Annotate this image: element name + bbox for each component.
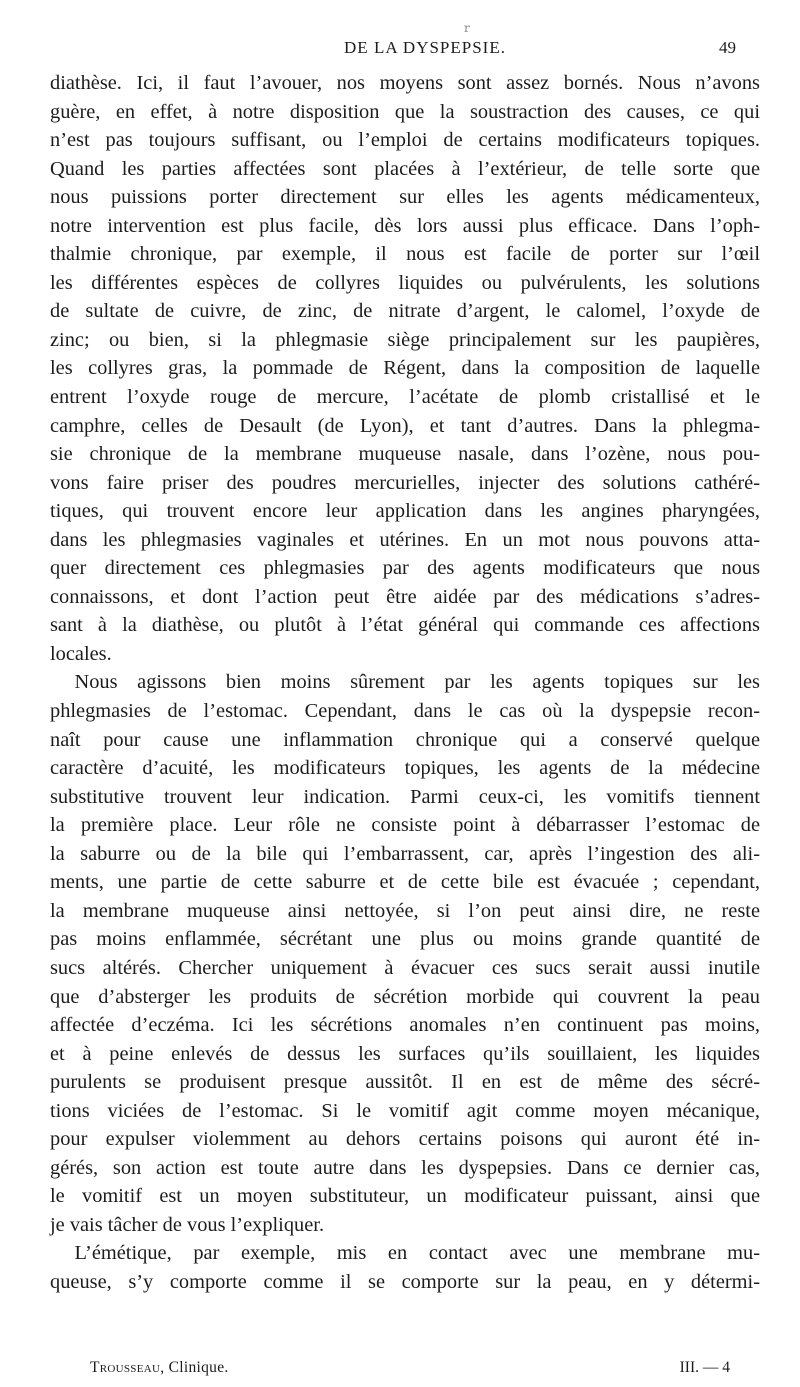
body-text: [50, 69, 760, 1297]
text-line: gérés, son action est toute autre dans les dyspepsies. Dans ce dernier cas,: [50, 1156, 760, 1179]
text-line: naît pour cause une inflammation chronique qui a conservé quelque: [50, 728, 760, 751]
text-line: sie chronique de la membrane muqueuse nasale, dans l’ozène, nous pou-: [50, 443, 760, 466]
text-line: dans les phlegmasies vaginales et utérines. En un mot nous pouvons atta-: [50, 528, 760, 551]
text-line: le vomitif est un moyen substituteur, un modificateur puissant, ainsi que: [50, 1185, 760, 1208]
text-line: L’émétique, par exemple, mis en contact avec une membrane mu-: [74, 1242, 760, 1265]
text-line: notre intervention est plus facile, dès lors aussi plus efficace. Dans l’oph-: [50, 214, 760, 237]
page-number: 49: [719, 38, 736, 57]
text-line: la saburre ou de la bile qui l’embarrassent, car, après l’ingestion des ali-: [50, 842, 760, 865]
text-line: pour expulser violemment au dehors certains poisons qui auront été in-: [50, 1128, 760, 1151]
text-line: nous puissions porter directement sur elles les agents médicamenteux,: [50, 186, 760, 209]
page-footer: [90, 1359, 730, 1379]
text-line: locales.: [50, 642, 112, 665]
text-line: que d’absterger les produits de sécrétion morbide qui couvrent la peau: [50, 985, 760, 1008]
text-line: sucs altérés. Chercher uniquement à évacuer ces sucs serait aussi inutile: [50, 956, 760, 979]
footer-work: , Clinique.: [160, 1359, 229, 1376]
text-line: n’est pas toujours suffisant, ou l’emploi de certains modificateurs topiques.: [50, 129, 760, 152]
text-line: les collyres gras, la pommade de Régent, dans la composition de laquelle: [50, 357, 760, 380]
text-line: les différentes espèces de collyres liquides ou pulvérulents, les solutions: [50, 271, 760, 294]
stray-printer-mark: r: [464, 21, 470, 35]
text-line: la membrane muqueuse ainsi nettoyée, si l’on peut ainsi dire, ne reste: [50, 899, 760, 922]
text-line: purulents se produisent presque aussitôt. Il en est de même des sécré-: [50, 1071, 760, 1094]
text-line: je vais tâcher de vous l’expliquer.: [50, 1213, 325, 1236]
text-line: camphre, celles de Desault (de Lyon), et tant d’autres. Dans la phlegma-: [50, 414, 760, 437]
text-line: connaissons, et dont l’action peut être aidée par des médications s’adres-: [50, 585, 760, 608]
text-line: guère, en effet, à notre disposition que la soustraction des causes, ce qui: [50, 100, 760, 123]
text-line: vons faire priser des poudres mercurielles, injecter des solutions cathéré-: [50, 471, 760, 494]
text-line: caractère d’acuité, les modificateurs topiques, les agents de la médecine: [50, 757, 760, 780]
text-line: quer directement ces phlegmasies par des agents modificateurs que nous: [50, 557, 760, 580]
text-line: substitutive trouvent leur indication. Parmi ceux-ci, les vomitifs tiennent: [50, 785, 760, 808]
text-line: thalmie chronique, par exemple, il nous est facile de porter sur l’œil: [50, 243, 760, 266]
text-line: ments, une partie de cette saburre et de cette bile est évacuée ; cependant,: [50, 871, 760, 894]
running-head: [100, 21, 750, 62]
text-line: queuse, s’y comporte comme il se comporte sur la peau, en y détermi-: [50, 1270, 760, 1293]
signature-mark: III. — 4: [679, 1359, 730, 1376]
text-line: Quand les parties affectées sont placées à l’extérieur, de telle sorte que: [50, 157, 760, 180]
text-line: de sultate de cuivre, de zinc, de nitrate d’argent, le calomel, l’oxyde de: [50, 300, 760, 323]
text-line: diathèse. Ici, il faut l’avouer, nos moyens sont assez bornés. Nous n’avons: [50, 72, 760, 94]
text-line: affectée d’eczéma. Ici les sécrétions anomales n’en continuent pas moins,: [50, 1014, 760, 1037]
text-line: phlegmasies de l’estomac. Cependant, dans le cas où la dyspepsie recon-: [50, 700, 760, 723]
text-line: et à peine enlevés de dessus les surfaces qu’ils souillaient, les liquides: [50, 1042, 760, 1065]
text-line: pas moins enflammée, sécrétant une plus ou moins grande quantité de: [50, 928, 760, 951]
footer-citation: [90, 1359, 229, 1377]
running-title: DE LA DYSPEPSIE.: [344, 38, 506, 57]
text-line: tions viciées de l’estomac. Si le vomitif agit comme moyen mécanique,: [50, 1099, 760, 1122]
text-line: la première place. Leur rôle ne consiste point à débarrasser l’estomac de: [50, 814, 760, 837]
text-line: entrent l’oxyde rouge de mercure, l’acétate de plomb cristallisé et le: [50, 386, 760, 409]
text-line: sant à la diathèse, ou plutôt à l’état général qui commande ces affections: [50, 614, 760, 637]
text-line: tiques, qui trouvent encore leur application dans les angines pharyngées,: [50, 500, 760, 523]
text-line: Nous agissons bien moins sûrement par les agents topiques sur les: [74, 671, 760, 694]
footer-author: Trousseau: [90, 1359, 161, 1376]
text-line: zinc; ou bien, si la phlegmasie siège principalement sur les paupières,: [50, 328, 760, 351]
